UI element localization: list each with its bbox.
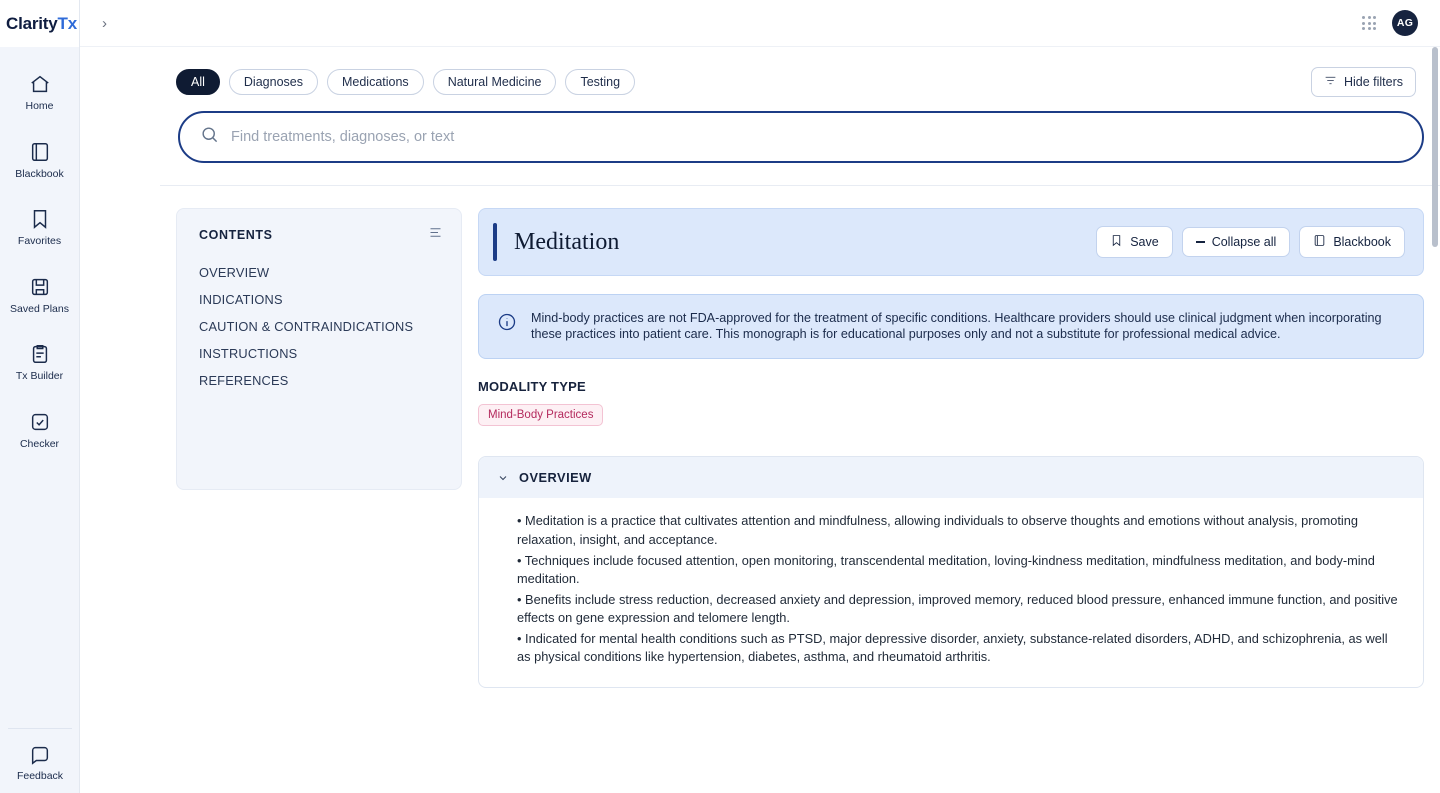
hide-filters-button[interactable] bbox=[1311, 67, 1416, 97]
sidebar-item-tx-builder[interactable] bbox=[4, 339, 76, 385]
collapse-icon bbox=[1196, 241, 1205, 243]
filter-chip-medications[interactable]: Medications bbox=[327, 69, 424, 95]
brand-name: Clarity bbox=[6, 13, 58, 33]
monograph-actions bbox=[1096, 226, 1405, 258]
search-box[interactable] bbox=[178, 111, 1424, 163]
sidebar-item-label: Saved Plans bbox=[10, 302, 69, 315]
clipboard-icon bbox=[27, 341, 53, 367]
search-icon bbox=[200, 125, 219, 149]
sidebar-item-home[interactable] bbox=[4, 69, 76, 115]
brand-suffix: Tx bbox=[57, 13, 77, 33]
overview-bullet: • Indicated for mental health conditions such as PTSD, major depressive disorder, anxiety, substance-related disorders, ADHD, and schizophrenia, as well as physical conditions like hypertension, diabetes, asthma, and rheumatoid arthritis. bbox=[517, 630, 1388, 665]
sidebar-item-label: Home bbox=[25, 100, 54, 112]
contents-panel bbox=[176, 208, 462, 490]
info-icon bbox=[497, 312, 517, 337]
content-body bbox=[80, 186, 1440, 793]
avatar[interactable]: AG bbox=[1392, 10, 1418, 36]
overview-section-header[interactable] bbox=[479, 457, 1423, 498]
filter-chip-diagnoses[interactable]: Diagnoses bbox=[229, 69, 318, 95]
checker-icon bbox=[27, 409, 53, 435]
save-button[interactable] bbox=[1096, 226, 1173, 258]
disclaimer-banner bbox=[478, 294, 1424, 359]
title-accent-bar bbox=[493, 223, 497, 261]
contents-list bbox=[177, 259, 461, 394]
home-icon bbox=[27, 71, 53, 97]
overview-section-title: OVERVIEW bbox=[519, 470, 592, 486]
page-scrollbar[interactable] bbox=[1432, 47, 1438, 247]
topbar-actions bbox=[1362, 10, 1418, 36]
blackbook-button[interactable] bbox=[1299, 226, 1405, 258]
main-column bbox=[80, 0, 1440, 793]
save-icon bbox=[27, 274, 53, 300]
filter-chips bbox=[176, 69, 635, 95]
contents-header bbox=[177, 225, 461, 259]
blackbook-label: Blackbook bbox=[1333, 235, 1391, 249]
sidebar-item-saved-plans[interactable] bbox=[4, 272, 76, 318]
sidebar-item-label: Tx Builder bbox=[15, 370, 64, 383]
sidebar-item-favorites[interactable] bbox=[4, 204, 76, 250]
chevron-right-icon[interactable]: › bbox=[102, 14, 107, 32]
overview-bullet: • Meditation is a practice that cultivates attention and mindfulness, allowing individuals to observe thoughts and emotions without analysis, promoting relaxation, insight, and acceptance. bbox=[517, 513, 1359, 548]
contents-item-overview[interactable]: OVERVIEW bbox=[199, 265, 270, 280]
monograph-title-card bbox=[478, 208, 1424, 276]
chat-icon bbox=[27, 742, 53, 768]
bookmark-icon bbox=[1110, 234, 1123, 250]
filter-chip-all[interactable]: All bbox=[176, 69, 220, 95]
disclaimer-text: Mind-body practices are not FDA-approved for the treatment of specific conditions. Healthcare providers should use clinical judgment when incorporating these practices into patient care. This monograph is for educational purposes only and not a substitute for professional medical advice. bbox=[531, 311, 1382, 341]
sidebar-nav bbox=[0, 69, 79, 452]
filter-chip-testing[interactable]: Testing bbox=[565, 69, 635, 95]
sidebar-item-label: Feedback bbox=[16, 770, 64, 783]
book-icon bbox=[1313, 234, 1326, 250]
contents-title: CONTENTS bbox=[199, 228, 273, 242]
contents-item-references[interactable]: REFERENCES bbox=[199, 373, 289, 388]
bookmark-icon bbox=[27, 206, 53, 232]
sidebar-item-label: Blackbook bbox=[15, 167, 64, 180]
brand-logo[interactable] bbox=[0, 0, 79, 47]
overview-section bbox=[478, 456, 1424, 687]
grid-apps-icon[interactable] bbox=[1362, 16, 1376, 30]
filter-chip-natural-medicine[interactable]: Natural Medicine bbox=[433, 69, 557, 95]
topbar bbox=[80, 0, 1440, 47]
chevron-down-icon bbox=[497, 472, 509, 484]
sidebar bbox=[0, 0, 80, 793]
book-icon bbox=[27, 139, 53, 165]
filter-bar bbox=[80, 47, 1440, 97]
overview-bullet: • Benefits include stress reduction, decreased anxiety and depression, improved memory, reduced blood pressure, enhanced immune function, and positive effects on gene expression and telomere length. bbox=[517, 591, 1398, 626]
sidebar-item-label: Checker bbox=[19, 437, 60, 450]
collapse-all-label: Collapse all bbox=[1211, 235, 1277, 249]
sidebar-item-label: Favorites bbox=[17, 235, 62, 248]
search-input[interactable] bbox=[231, 129, 1402, 145]
page-title: Meditation bbox=[514, 228, 620, 255]
sidebar-item-blackbook[interactable] bbox=[4, 137, 76, 183]
contents-item-indications[interactable]: INDICATIONS bbox=[199, 292, 283, 307]
contents-item-caution[interactable]: CAUTION & CONTRAINDICATIONS bbox=[199, 319, 414, 334]
sidebar-divider bbox=[8, 728, 72, 729]
overview-bullet: • Techniques include focused attention, open monitoring, transcendental meditation, loving-kindness meditation, mindfulness meditation, and body-mind meditation. bbox=[517, 552, 1375, 587]
hide-filters-label: Hide filters bbox=[1343, 75, 1403, 89]
modality-section bbox=[478, 379, 1424, 426]
modality-tag: Mind-Body Practices bbox=[478, 404, 603, 426]
filter-icon bbox=[1324, 74, 1337, 90]
overview-section-body bbox=[479, 498, 1423, 686]
collapse-all-button[interactable] bbox=[1182, 227, 1291, 257]
save-label: Save bbox=[1130, 235, 1159, 249]
monograph bbox=[478, 208, 1424, 793]
sidebar-item-feedback[interactable] bbox=[0, 742, 80, 783]
list-options-icon[interactable] bbox=[428, 225, 443, 245]
contents-item-instructions[interactable]: INSTRUCTIONS bbox=[199, 346, 298, 361]
search-area bbox=[80, 97, 1440, 163]
sidebar-item-checker[interactable] bbox=[4, 407, 76, 453]
modality-label: MODALITY TYPE bbox=[478, 379, 586, 395]
